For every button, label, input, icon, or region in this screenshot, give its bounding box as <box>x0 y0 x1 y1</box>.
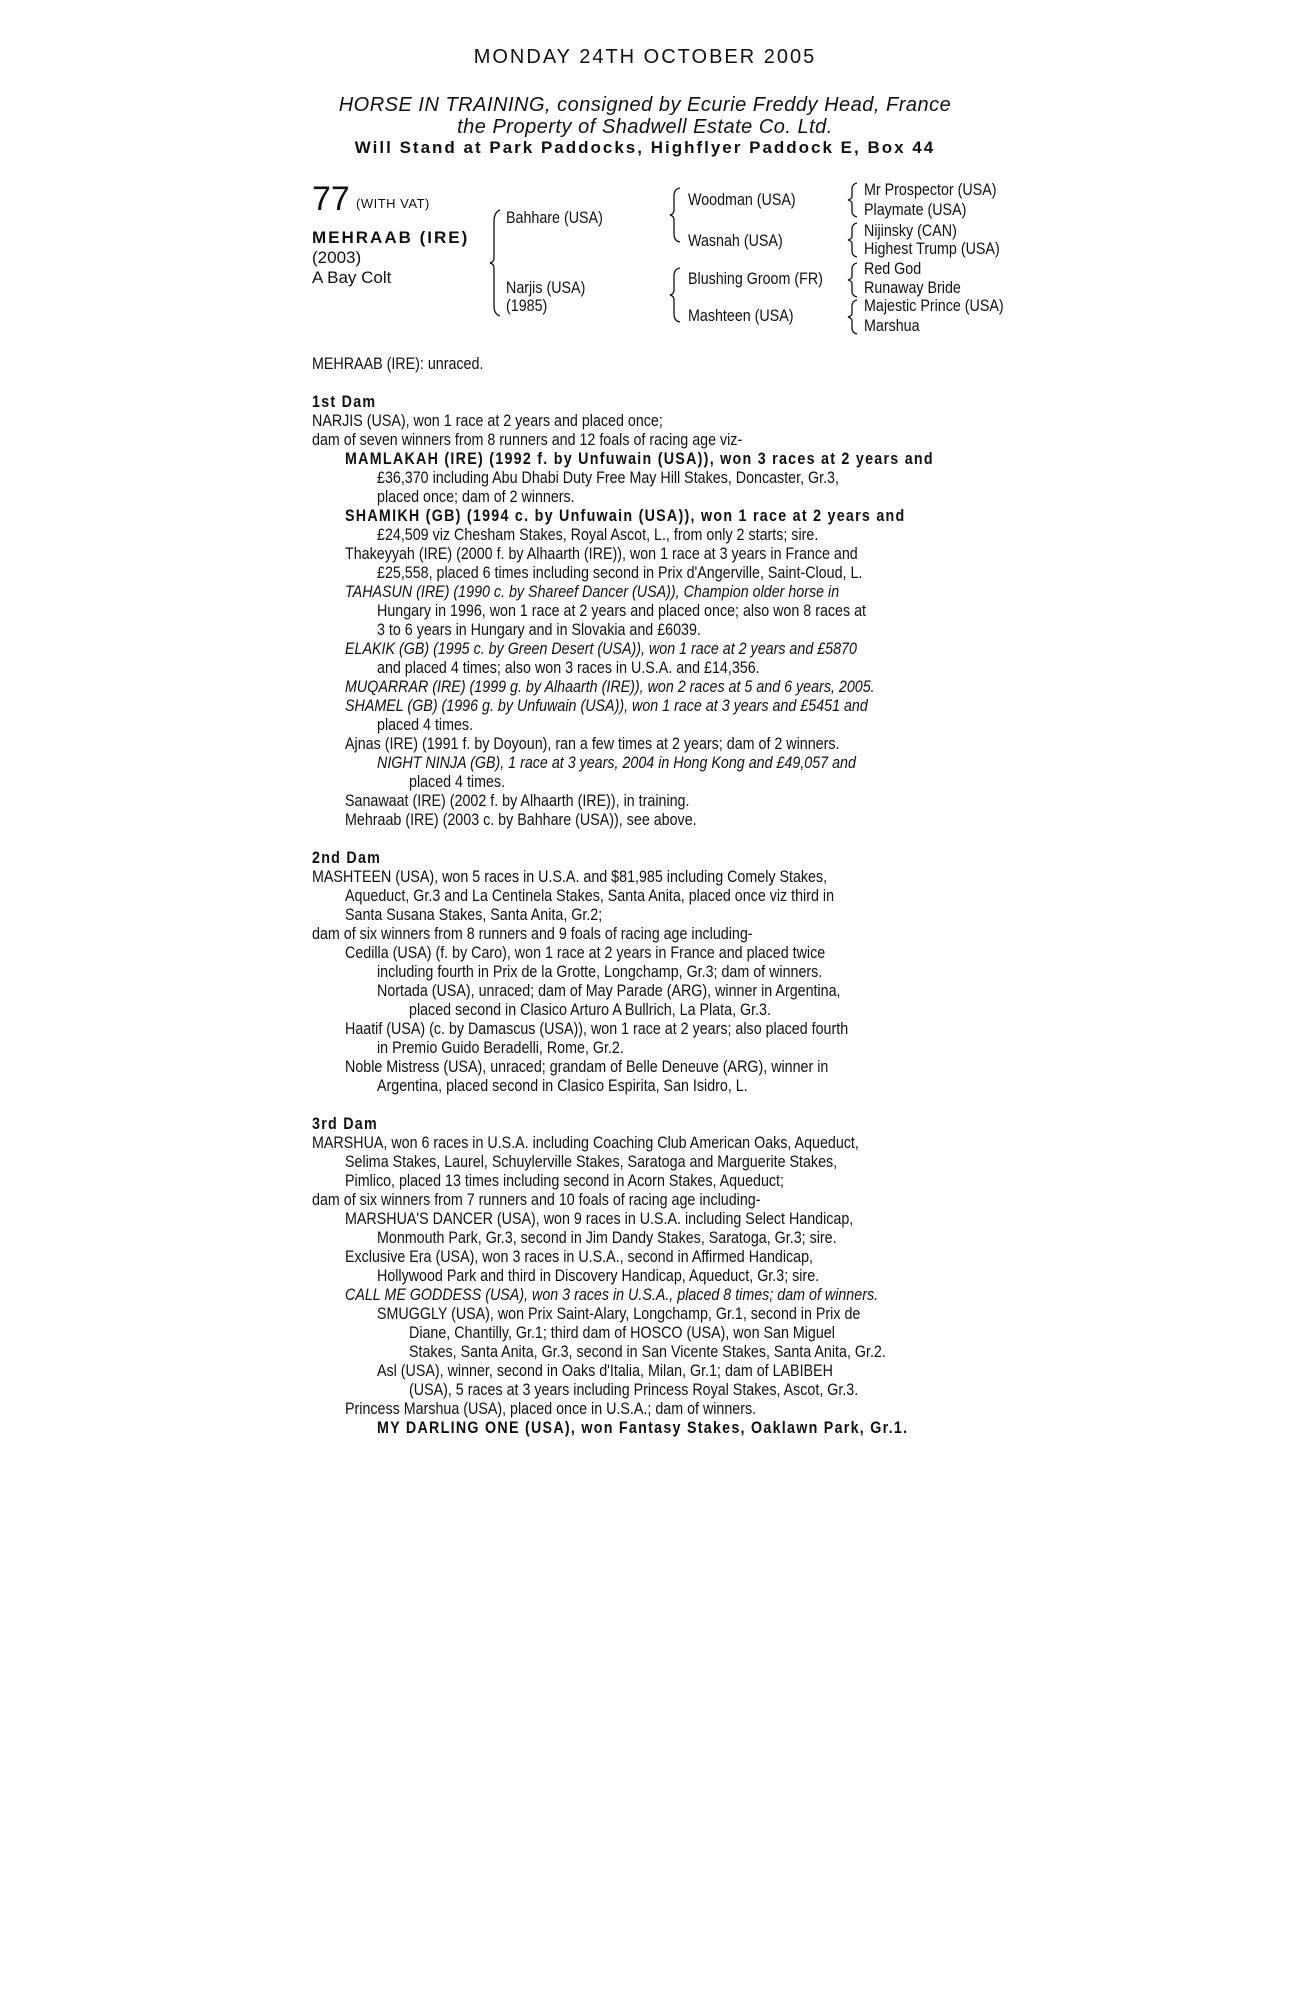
dam-line: Pimlico, placed 13 times including second in Acorn Stakes, Aqueduct; <box>345 1171 784 1190</box>
produce-line: Haatif (USA) (c. by Damascus (USA)), won 1 race at 2 years; also placed fourth <box>345 1019 849 1038</box>
produce-line: £24,509 viz Chesham Stakes, Royal Ascot, L., from only 2 starts; sire. <box>377 525 819 544</box>
produce-line: in Premio Guido Beradelli, Rome, Gr.2. <box>377 1038 624 1057</box>
pedigree-ddd: Marshua <box>864 316 920 335</box>
second-dam-heading: 2nd Dam <box>312 848 382 867</box>
produce-line: Thakeyyah (IRE) (2000 f. by Alhaarth (IRE)), won 1 race at 3 years in France and <box>345 544 858 563</box>
produce-line: MUQARRAR (IRE) (1999 g. by Alhaarth (IRE)), won 2 races at 5 and 6 years, 2005. <box>345 677 875 696</box>
produce-line: 3 to 6 years in Hungary and in Slovakia and £6039. <box>377 620 701 639</box>
produce-line: Hollywood Park and third in Discovery Handicap, Aqueduct, Gr.3; sire. <box>377 1266 820 1285</box>
sale-date: MONDAY 24TH OCTOBER 2005 <box>473 46 817 68</box>
produce-line: MARSHUA'S DANCER (USA), won 9 races in U.S.A. including Select Handicap, <box>345 1209 854 1228</box>
dam-line: MASHTEEN (USA), won 5 races in U.S.A. and $81,985 including Comely Stakes, <box>312 867 828 886</box>
consignor-line: HORSE IN TRAINING, consigned by Ecurie Freddy Head, France <box>338 94 952 116</box>
produce-line: and placed 4 times; also won 3 races in U.S.A. and £14,356. <box>377 658 760 677</box>
dam-line: NARJIS (USA), won 1 race at 2 years and placed once; <box>312 411 663 430</box>
produce-line: including fourth in Prix de la Grotte, Longchamp, Gr.3; dam of winners. <box>377 962 823 981</box>
dam-line: Santa Susana Stakes, Santa Anita, Gr.2; <box>345 905 603 924</box>
pedigree-sire-dam: Wasnah (USA) <box>688 231 783 250</box>
race-record: MEHRAAB (IRE): unraced. <box>312 354 484 373</box>
vat-note: (WITH VAT) <box>356 196 430 211</box>
pedigree-dds: Majestic Prince (USA) <box>864 296 1004 315</box>
pedigree-sdd: Highest Trump (USA) <box>864 239 1000 258</box>
produce-line: Argentina, placed second in Clasico Espirita, San Isidro, L. <box>377 1076 748 1095</box>
produce-line: MAMLAKAH (IRE) (1992 f. by Unfuwain (USA)), won 3 races at 2 years and <box>345 449 934 468</box>
produce-line: placed 4 times. <box>377 715 474 734</box>
pedigree-dam-sire: Blushing Groom (FR) <box>688 269 823 288</box>
produce-line: SMUGGLY (USA), won Prix Saint-Alary, Longchamp, Gr.1, second in Prix de <box>377 1304 861 1323</box>
stand-location: Will Stand at Park Paddocks, Highflyer Paddock E, Box 44 <box>354 138 936 157</box>
produce-line: SHAMIKH (GB) (1994 c. by Unfuwain (USA)), won 1 race at 2 years and <box>345 506 906 525</box>
produce-line: Ajnas (IRE) (1991 f. by Doyoun), ran a few times at 2 years; dam of 2 winners. <box>345 734 840 753</box>
pedigree-dsd: Runaway Bride <box>864 278 961 297</box>
pedigree-dss: Red God <box>864 259 922 278</box>
produce-line: Diane, Chantilly, Gr.1; third dam of HOSCO (USA), won San Miguel <box>409 1323 835 1342</box>
produce-line: £36,370 including Abu Dhabi Duty Free May Hill Stakes, Doncaster, Gr.3, <box>377 468 839 487</box>
produce-line: placed second in Clasico Arturo A Bullrich, La Plata, Gr.3. <box>409 1000 771 1019</box>
produce-line: Cedilla (USA) (f. by Caro), won 1 race at 2 years in France and placed twice <box>345 943 826 962</box>
produce-line: NIGHT NINJA (GB), 1 race at 3 years, 2004 in Hong Kong and £49,057 and <box>377 753 856 772</box>
dam-line: Selima Stakes, Laurel, Schuylerville Stakes, Saratoga and Marguerite Stakes, <box>345 1152 838 1171</box>
produce-line: Nortada (USA), unraced; dam of May Parade (ARG), winner in Argentina, <box>377 981 841 1000</box>
horse-year: (2003) <box>312 248 362 267</box>
produce-line: ELAKIK (GB) (1995 c. by Green Desert (USA)), won 1 race at 2 years and £5870 <box>345 639 857 658</box>
produce-line: placed once; dam of 2 winners. <box>377 487 575 506</box>
produce-line: TAHASUN (IRE) (1990 c. by Shareef Dancer (USA)), Champion older horse in <box>345 582 840 601</box>
produce-line: Hungary in 1996, won 1 race at 2 years and placed once; also won 8 races at <box>377 601 866 620</box>
pedigree-dam-year: (1985) <box>506 296 548 315</box>
dam-line: dam of seven winners from 8 runners and 12 foals of racing age viz- <box>312 430 743 449</box>
pedigree-sire-sire: Woodman (USA) <box>688 190 796 209</box>
dam-line: dam of six winners from 7 runners and 10 foals of racing age including- <box>312 1190 761 1209</box>
produce-line: Exclusive Era (USA), won 3 races in U.S.A., second in Affirmed Handicap, <box>345 1247 814 1266</box>
produce-line: Mehraab (IRE) (2003 c. by Bahhare (USA)), see above. <box>345 810 697 829</box>
lot-number: 77 <box>312 180 350 218</box>
produce-line: Monmouth Park, Gr.3, second in Jim Dandy Stakes, Saratoga, Gr.3; sire. <box>377 1228 837 1247</box>
produce-line: SHAMEL (GB) (1996 g. by Unfuwain (USA)), won 1 race at 3 years and £5451 and <box>345 696 868 715</box>
dam-line: dam of six winners from 8 runners and 9 foals of racing age including- <box>312 924 753 943</box>
brace-blushing-groom <box>848 262 858 298</box>
dam-line: MARSHUA, won 6 races in U.S.A. including Coaching Club American Oaks, Aqueduct, <box>312 1133 859 1152</box>
owner-line: the Property of Shadwell Estate Co. Ltd. <box>457 116 833 138</box>
brace-mashteen <box>848 299 858 335</box>
pedigree-sds: Nijinsky (CAN) <box>864 221 957 240</box>
brace-woodman <box>848 182 858 218</box>
dam-line: Aqueduct, Gr.3 and La Centinela Stakes, Santa Anita, placed once viz third in <box>345 886 835 905</box>
dam-line-brace <box>670 266 682 324</box>
produce-line: Stakes, Santa Anita, Gr.3, second in San Vicente Stakes, Santa Anita, Gr.2. <box>409 1342 886 1361</box>
produce-line: Princess Marshua (USA), placed once in U.S.A.; dam of winners. <box>345 1399 757 1418</box>
pedigree-sss: Mr Prospector (USA) <box>864 180 997 199</box>
produce-line: MY DARLING ONE (USA), won Fantasy Stakes, Oaklawn Park, Gr.1. <box>377 1418 909 1437</box>
produce-line: Asl (USA), winner, second in Oaks d'Italia, Milan, Gr.1; dam of LABIBEH <box>377 1361 833 1380</box>
pedigree-sire: Bahhare (USA) <box>506 208 603 227</box>
sire-line-brace <box>670 186 682 244</box>
pedigree-ssd: Playmate (USA) <box>864 200 967 219</box>
pedigree-dam: Narjis (USA) <box>506 278 586 297</box>
third-dam-heading: 3rd Dam <box>312 1114 378 1133</box>
horse-name: MEHRAAB (IRE) <box>312 228 470 247</box>
produce-line: (USA), 5 races at 3 years including Princess Royal Stakes, Ascot, Gr.3. <box>409 1380 859 1399</box>
produce-line: CALL ME GODDESS (USA), won 3 races in U.S.A., placed 8 times; dam of winners. <box>345 1285 879 1304</box>
brace-wasnah <box>848 222 858 258</box>
sire-dam-brace <box>490 208 502 318</box>
produce-line: £25,558, placed 6 times including second in Prix d'Angerville, Saint-Cloud, L. <box>377 563 863 582</box>
produce-line: Sanawaat (IRE) (2002 f. by Alhaarth (IRE)), in training. <box>345 791 690 810</box>
first-dam-heading: 1st Dam <box>312 392 377 411</box>
produce-line: Noble Mistress (USA), unraced; grandam of Belle Deneuve (ARG), winner in <box>345 1057 829 1076</box>
produce-line: placed 4 times. <box>409 772 506 791</box>
horse-description: A Bay Colt <box>312 268 392 287</box>
pedigree-dam-dam: Mashteen (USA) <box>688 306 794 325</box>
